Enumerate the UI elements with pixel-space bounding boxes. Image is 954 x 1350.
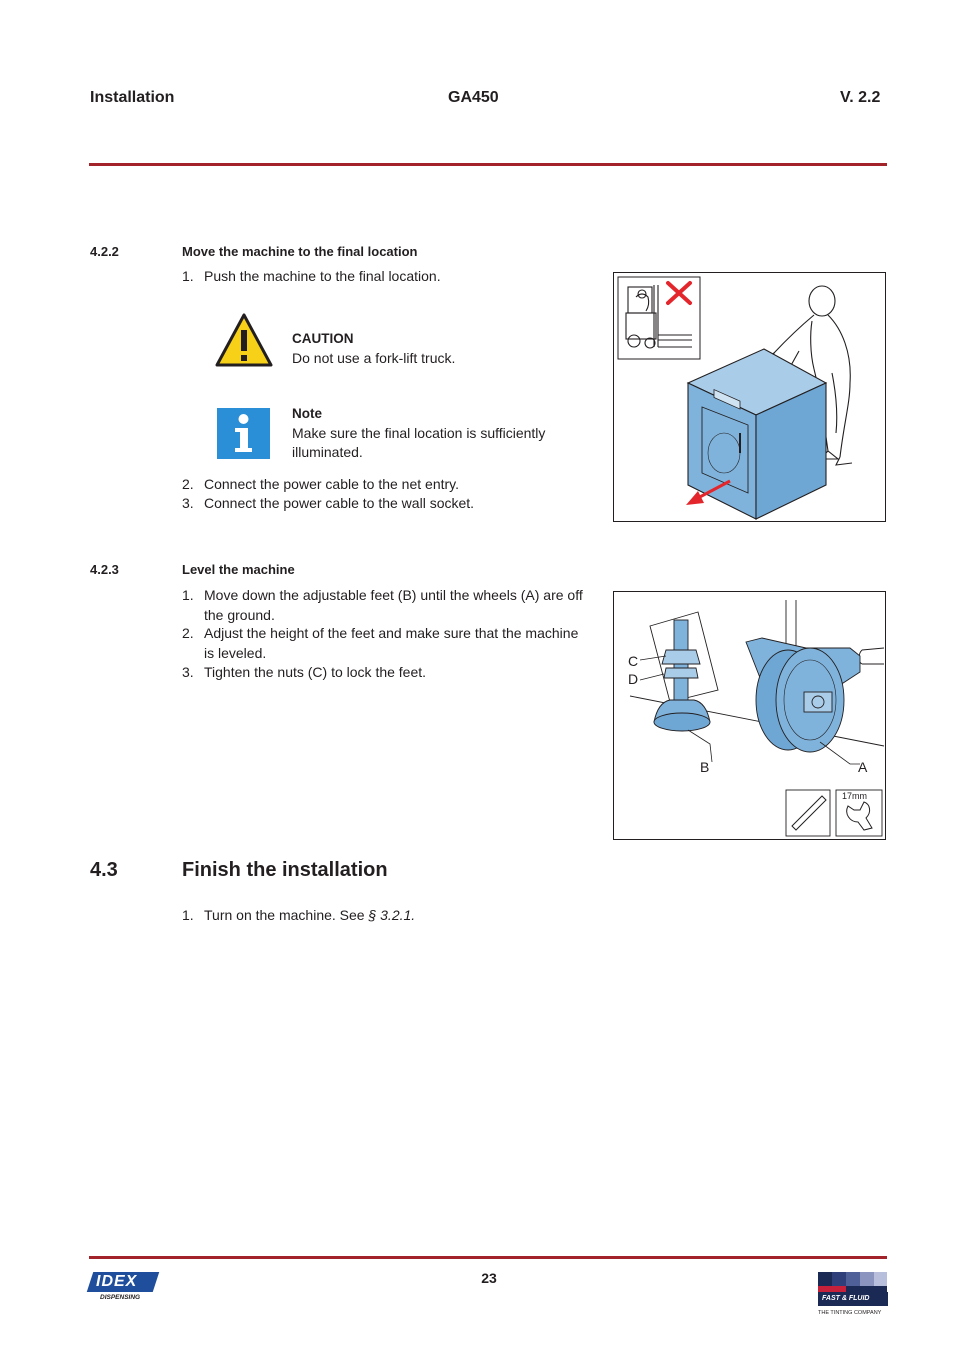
section-number: 4.2.2 bbox=[90, 244, 119, 259]
idex-logo-subtext: DISPENSING bbox=[100, 1294, 141, 1301]
page-number: 23 bbox=[481, 1270, 497, 1286]
header-version: V. 2.2 bbox=[840, 89, 881, 106]
adjustable-foot bbox=[654, 620, 710, 731]
list-text: Move down the adjustable feet (B) until the wheels (A) are off bbox=[204, 587, 583, 603]
header-section: Installation bbox=[90, 89, 175, 106]
list-text: Adjust the height of the feet and make sure that the machine bbox=[204, 625, 579, 641]
section-title: Finish the installation bbox=[182, 859, 388, 881]
list-number: 2. bbox=[182, 625, 194, 641]
caution-icon bbox=[215, 313, 273, 372]
list-text-cont: the ground. bbox=[204, 606, 275, 623]
list-item bbox=[182, 624, 602, 663]
info-icon bbox=[217, 408, 270, 464]
list-text: Tighten the nuts (C) to lock the feet. bbox=[204, 664, 427, 680]
callout-d: D bbox=[628, 671, 639, 687]
header-model: GA450 bbox=[448, 89, 499, 106]
list-item bbox=[182, 475, 459, 495]
list-item bbox=[182, 494, 474, 514]
list-item bbox=[182, 906, 415, 926]
list-number: 1. bbox=[182, 907, 194, 923]
figure-push-machine bbox=[613, 272, 886, 522]
caution-title: CAUTION bbox=[292, 331, 354, 346]
list-item bbox=[182, 586, 602, 625]
wrench-size-label: 17mm bbox=[842, 791, 868, 801]
fast-fluid-logo-text: FAST & FLUID bbox=[818, 1292, 888, 1306]
tools-inset bbox=[786, 790, 882, 836]
note-title: Note bbox=[292, 406, 322, 421]
section-number: 4.3 bbox=[90, 859, 118, 881]
list-number: 1. bbox=[182, 268, 194, 284]
section-title: Move the machine to the final location bbox=[182, 244, 418, 259]
footer-rule bbox=[89, 1256, 887, 1259]
list-item bbox=[182, 267, 441, 287]
list-number: 3. bbox=[182, 664, 194, 680]
callout-a: A bbox=[858, 759, 868, 775]
list-text: Push the machine to the final location. bbox=[204, 268, 441, 284]
section-number: 4.2.3 bbox=[90, 562, 119, 577]
list-text: Connect the power cable to the net entry. bbox=[204, 476, 460, 492]
note-text-line2: illuminated. bbox=[292, 444, 363, 460]
idex-logo-text: IDEX bbox=[96, 1273, 138, 1290]
cross-reference-link[interactable]: § 3.2.1. bbox=[368, 907, 416, 923]
list-number: 2. bbox=[182, 476, 194, 492]
list-text: Connect the power cable to the wall socket. bbox=[204, 495, 475, 511]
section-title: Level the machine bbox=[182, 562, 295, 577]
fast-fluid-logo-subtext: THE TINTING COMPANY bbox=[818, 1310, 882, 1316]
castor-wheel bbox=[746, 638, 860, 752]
list-number: 3. bbox=[182, 495, 194, 511]
callout-c: C bbox=[628, 653, 639, 669]
list-text: Turn on the machine. See bbox=[204, 907, 369, 923]
list-number: 1. bbox=[182, 587, 194, 603]
list-text-cont: is leveled. bbox=[204, 644, 267, 661]
figure-level-machine bbox=[613, 591, 886, 840]
fast-fluid-logo bbox=[818, 1272, 888, 1324]
idex-logo bbox=[90, 1272, 160, 1306]
note-text-line1: Make sure the final location is sufficiently bbox=[292, 425, 546, 441]
header-rule bbox=[89, 163, 887, 166]
callout-b: B bbox=[700, 759, 710, 775]
caution-text: Do not use a fork-lift truck. bbox=[292, 350, 456, 366]
forklift-prohibited-inset bbox=[618, 277, 700, 359]
list-item bbox=[182, 663, 602, 683]
